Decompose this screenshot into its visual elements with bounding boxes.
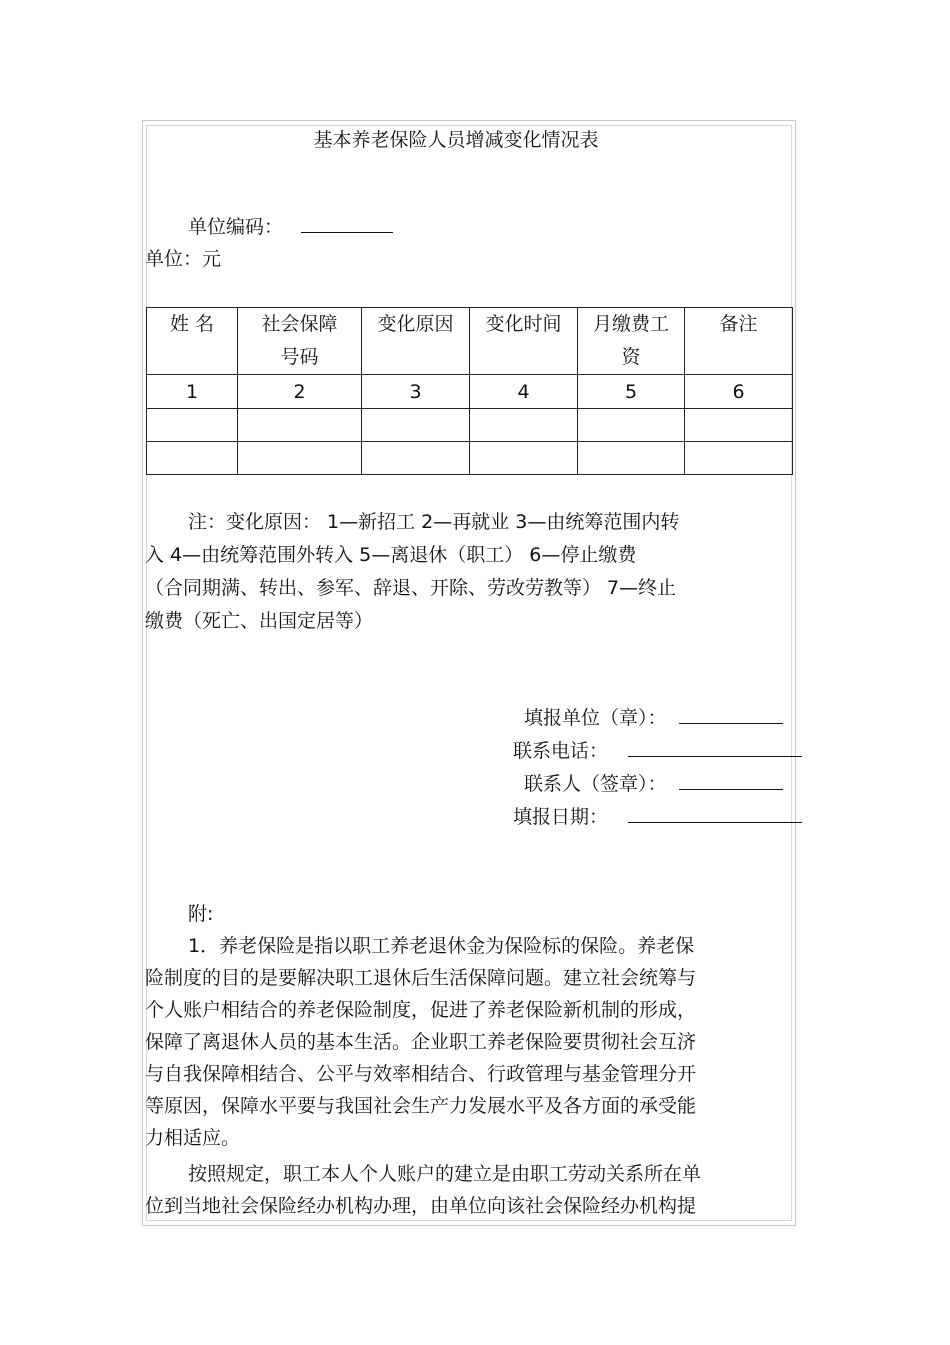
unit-code-label: 单位编码： xyxy=(188,216,284,238)
note-line-1: 注：变化原因： 1—新招工 2—再就业 3—由统筹范围内转 xyxy=(188,511,680,533)
table-row xyxy=(147,442,793,475)
sign-phone-blank xyxy=(628,738,802,757)
unit-label: 单位：元 xyxy=(145,248,222,270)
sign-phone-row xyxy=(513,736,802,763)
appendix-p1-line: 个人账户相结合的养老保险制度，促进了养老保险新机制的形成， xyxy=(145,999,697,1021)
appendix-p1-line: 险制度的目的是要解决职工退休后生活保障问题。建立社会统筹与 xyxy=(145,967,697,989)
sign-unit-blank xyxy=(679,705,783,724)
col-number: 4 xyxy=(470,375,578,409)
table-cell[interactable] xyxy=(362,442,470,475)
table-cell[interactable] xyxy=(147,409,238,442)
header-name: 姓 名 xyxy=(147,308,238,375)
table-number-row xyxy=(147,375,793,409)
table-cell[interactable] xyxy=(578,409,685,442)
header-change-reason: 变化原因 xyxy=(362,308,470,375)
appendix-p2-line: 按照规定，职工本人个人账户的建立是由职工劳动关系所在单 xyxy=(188,1163,702,1185)
table-cell[interactable] xyxy=(470,442,578,475)
sign-contact-row xyxy=(524,769,783,796)
sign-contact-label: 联系人（签章）： xyxy=(524,773,667,795)
table-cell[interactable] xyxy=(578,442,685,475)
sign-contact-blank xyxy=(679,771,783,790)
appendix-p1-line: 等原因，保障水平要与我国社会生产力发展水平及各方面的承受能 xyxy=(145,1095,697,1117)
appendix-p1-line: 1．养老保险是指以职工养老退休金为保险标的保险。养老保 xyxy=(188,935,695,957)
note-line-2: 入 4—由统筹范围外转入 5—离退休（职工） 6—停止缴费 xyxy=(145,544,637,566)
appendix-p1-line: 与自我保障相结合、公平与效率相结合、行政管理与基金管理分开 xyxy=(145,1063,697,1085)
unit-code-blank xyxy=(301,214,393,233)
table-cell[interactable] xyxy=(685,409,793,442)
sign-phone-label: 联系电话： xyxy=(513,740,609,762)
table-cell[interactable] xyxy=(470,409,578,442)
table-cell[interactable] xyxy=(238,409,362,442)
col-number: 3 xyxy=(362,375,470,409)
change-table xyxy=(146,307,793,475)
header-remarks: 备注 xyxy=(685,308,793,375)
table-cell[interactable] xyxy=(362,409,470,442)
note-line-4: 缴费（死亡、出国定居等） xyxy=(145,610,374,632)
col-number: 6 xyxy=(685,375,793,409)
table-cell[interactable] xyxy=(147,442,238,475)
sign-unit-row xyxy=(524,703,783,730)
document-title: 基本养老保险人员增减变化情况表 xyxy=(313,129,599,151)
sign-unit-label: 填报单位（章）： xyxy=(524,707,667,729)
unit-code-row xyxy=(188,212,393,239)
table-row xyxy=(147,409,793,442)
appendix-heading: 附: xyxy=(188,903,214,925)
appendix-p2-line: 位到当地社会保险经办机构办理，由单位向该社会保险经办机构提 xyxy=(145,1195,697,1217)
col-number: 1 xyxy=(147,375,238,409)
appendix-p1-line: 力相适应。 xyxy=(145,1127,241,1149)
sign-date-blank xyxy=(628,804,802,823)
note-line-3: （合同期满、转出、参军、辞退、开除、劳改劳教等） 7—终止 xyxy=(145,577,677,599)
header-social-security-number: 社会保障 号码 xyxy=(238,308,362,375)
table-cell[interactable] xyxy=(685,442,793,475)
col-number: 2 xyxy=(238,375,362,409)
sign-date-row xyxy=(513,802,802,829)
appendix-p1-line: 保障了离退休人员的基本生活。企业职工养老保险要贯彻社会互济 xyxy=(145,1031,697,1053)
table-header-row xyxy=(147,308,793,375)
table-cell[interactable] xyxy=(238,442,362,475)
header-change-time: 变化时间 xyxy=(470,308,578,375)
header-monthly-wage: 月缴费工 资 xyxy=(578,308,685,375)
col-number: 5 xyxy=(578,375,685,409)
sign-date-label: 填报日期： xyxy=(513,806,609,828)
